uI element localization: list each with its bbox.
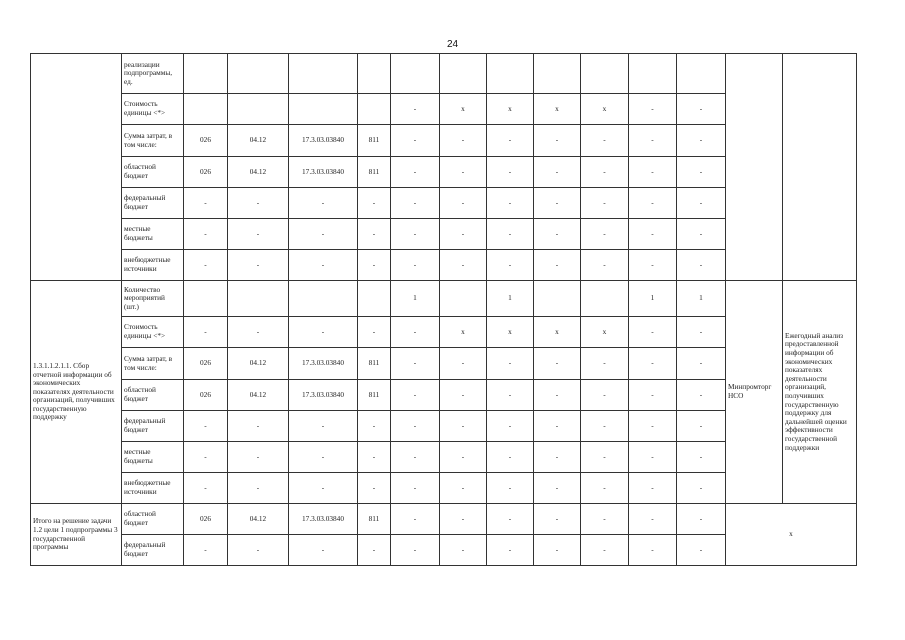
value-cell: - (487, 157, 534, 188)
value-cell: - (391, 125, 440, 157)
value-cell: - (391, 380, 440, 411)
value-cell: - (358, 219, 391, 250)
value-cell: x (534, 317, 581, 348)
value-cell: 1 (629, 281, 677, 317)
value-cell: - (358, 250, 391, 281)
value-cell: - (391, 250, 440, 281)
value-cell: - (184, 188, 228, 219)
value-cell: - (289, 442, 358, 473)
value-cell: - (289, 473, 358, 504)
value-cell: 04.12 (228, 504, 289, 535)
value-cell: - (440, 188, 487, 219)
value-cell: - (358, 411, 391, 442)
value-cell: 04.12 (228, 348, 289, 380)
value-cell: - (391, 442, 440, 473)
value-cell: - (534, 348, 581, 380)
value-cell: 04.12 (228, 380, 289, 411)
value-cell: - (228, 442, 289, 473)
value-cell: - (534, 250, 581, 281)
value-cell: - (228, 535, 289, 566)
item-cell: 1.3.1.1.2.1.1. Сбор отчетной информации об экономических показателях деятельности организаций, получивших государственную поддержку (31, 281, 122, 504)
value-cell: 811 (358, 125, 391, 157)
value-cell: - (487, 250, 534, 281)
value-cell (184, 54, 228, 94)
indicator-cell: Сумма затрат, в том числе: (122, 348, 184, 380)
value-cell: 04.12 (228, 125, 289, 157)
item-cell: Итого на решение задачи 1.2 цели 1 подпрограммы 3 государственной программы (31, 504, 122, 566)
value-cell: - (677, 157, 726, 188)
value-cell: 026 (184, 380, 228, 411)
value-cell: - (534, 125, 581, 157)
value-cell (358, 54, 391, 94)
value-cell: - (677, 473, 726, 504)
value-cell (581, 281, 629, 317)
value-cell: - (440, 157, 487, 188)
value-cell: - (184, 442, 228, 473)
result-cell (783, 54, 857, 281)
value-cell: - (534, 411, 581, 442)
value-cell: - (440, 219, 487, 250)
value-cell: - (534, 442, 581, 473)
value-cell (534, 54, 581, 94)
value-cell: - (184, 411, 228, 442)
value-cell: - (228, 188, 289, 219)
table-body (31, 54, 857, 566)
value-cell: x (487, 317, 534, 348)
value-cell: - (629, 219, 677, 250)
indicator-cell: Стоимость единицы <*> (122, 317, 184, 348)
value-cell: - (677, 219, 726, 250)
value-cell: - (629, 504, 677, 535)
value-cell: - (440, 380, 487, 411)
value-cell: - (440, 504, 487, 535)
value-cell: - (629, 411, 677, 442)
value-cell: - (487, 188, 534, 219)
table-row (31, 504, 857, 535)
value-cell: - (358, 188, 391, 219)
indicator-cell: внебюджетные источники (122, 250, 184, 281)
value-cell: - (440, 348, 487, 380)
value-cell: 811 (358, 157, 391, 188)
value-cell: - (487, 535, 534, 566)
value-cell: - (581, 348, 629, 380)
executor-result-cell: x (726, 504, 857, 566)
value-cell: - (581, 411, 629, 442)
value-cell: - (534, 219, 581, 250)
indicator-cell: местные бюджеты (122, 442, 184, 473)
value-cell (581, 54, 629, 94)
indicator-cell: реализации подпрограммы, ед. (122, 54, 184, 94)
executor-cell (726, 54, 783, 281)
value-cell: - (391, 535, 440, 566)
indicator-cell: внебюджетные источники (122, 473, 184, 504)
value-cell: - (677, 125, 726, 157)
value-cell: 026 (184, 504, 228, 535)
value-cell: 811 (358, 380, 391, 411)
value-cell: - (487, 504, 534, 535)
value-cell: - (228, 317, 289, 348)
value-cell: - (534, 473, 581, 504)
value-cell (228, 54, 289, 94)
indicator-cell: Сумма затрат, в том числе: (122, 125, 184, 157)
value-cell: - (184, 219, 228, 250)
indicator-cell: областной бюджет (122, 380, 184, 411)
value-cell: x (487, 94, 534, 125)
indicator-cell: областной бюджет (122, 504, 184, 535)
value-cell: - (677, 94, 726, 125)
value-cell: - (677, 188, 726, 219)
value-cell (677, 54, 726, 94)
budget-table (30, 53, 857, 566)
value-cell: 1 (677, 281, 726, 317)
value-cell: - (629, 188, 677, 219)
value-cell: 1 (391, 281, 440, 317)
value-cell: - (629, 250, 677, 281)
value-cell: - (289, 411, 358, 442)
value-cell: - (677, 504, 726, 535)
value-cell: 811 (358, 504, 391, 535)
value-cell: 811 (358, 348, 391, 380)
value-cell: - (581, 188, 629, 219)
value-cell: - (391, 411, 440, 442)
value-cell: - (358, 473, 391, 504)
value-cell: - (289, 250, 358, 281)
value-cell (487, 54, 534, 94)
indicator-cell: Количество мероприятий (шт.) (122, 281, 184, 317)
value-cell: - (289, 188, 358, 219)
value-cell: - (487, 219, 534, 250)
value-cell (228, 281, 289, 317)
value-cell: - (289, 535, 358, 566)
indicator-cell: местные бюджеты (122, 219, 184, 250)
value-cell: - (629, 94, 677, 125)
value-cell (228, 94, 289, 125)
value-cell: 026 (184, 157, 228, 188)
value-cell: - (487, 380, 534, 411)
value-cell: - (440, 473, 487, 504)
value-cell: - (677, 250, 726, 281)
value-cell: - (487, 411, 534, 442)
value-cell: - (629, 473, 677, 504)
value-cell: - (391, 188, 440, 219)
value-cell: - (440, 535, 487, 566)
value-cell (358, 94, 391, 125)
value-cell: - (677, 442, 726, 473)
indicator-cell: федеральный бюджет (122, 188, 184, 219)
indicator-cell: федеральный бюджет (122, 535, 184, 566)
value-cell (289, 94, 358, 125)
value-cell: - (391, 348, 440, 380)
value-cell: - (228, 250, 289, 281)
value-cell: - (629, 348, 677, 380)
value-cell: 17.3.03.03840 (289, 504, 358, 535)
value-cell: - (629, 380, 677, 411)
value-cell: x (581, 317, 629, 348)
value-cell: 17.3.03.03840 (289, 348, 358, 380)
value-cell: - (629, 125, 677, 157)
value-cell: 17.3.03.03840 (289, 125, 358, 157)
value-cell: - (581, 473, 629, 504)
value-cell: - (534, 504, 581, 535)
value-cell (391, 54, 440, 94)
value-cell: - (184, 250, 228, 281)
value-cell: - (629, 535, 677, 566)
value-cell (358, 281, 391, 317)
value-cell: - (184, 535, 228, 566)
value-cell: - (581, 157, 629, 188)
value-cell: - (440, 250, 487, 281)
value-cell: - (391, 317, 440, 348)
value-cell (289, 54, 358, 94)
value-cell: - (581, 442, 629, 473)
value-cell: x (581, 94, 629, 125)
value-cell: - (581, 125, 629, 157)
value-cell: - (629, 157, 677, 188)
value-cell: - (228, 473, 289, 504)
item-cell (31, 54, 122, 281)
indicator-cell: Стоимость единицы <*> (122, 94, 184, 125)
value-cell: - (391, 473, 440, 504)
value-cell: - (534, 535, 581, 566)
result-cell: Ежегодный анализ предоставленной информации об экономических показателях деятельности организаций, получивших государственную поддержку для дальнейшей оценки эффективности государственной поддержки (783, 281, 857, 504)
value-cell: - (184, 473, 228, 504)
indicator-cell: федеральный бюджет (122, 411, 184, 442)
value-cell: - (184, 317, 228, 348)
page-number: 24 (446, 39, 459, 50)
value-cell: 026 (184, 125, 228, 157)
value-cell: x (440, 94, 487, 125)
value-cell (184, 281, 228, 317)
value-cell: - (487, 442, 534, 473)
value-cell: - (358, 535, 391, 566)
table-row (31, 281, 857, 317)
value-cell: - (581, 504, 629, 535)
value-cell: - (677, 348, 726, 380)
value-cell: - (487, 125, 534, 157)
value-cell: - (581, 535, 629, 566)
value-cell: - (677, 380, 726, 411)
value-cell: - (534, 380, 581, 411)
value-cell: - (534, 157, 581, 188)
value-cell: 1 (487, 281, 534, 317)
value-cell: - (440, 411, 487, 442)
value-cell (289, 281, 358, 317)
value-cell: - (581, 219, 629, 250)
value-cell: - (487, 473, 534, 504)
value-cell: - (358, 317, 391, 348)
value-cell: - (358, 442, 391, 473)
value-cell: - (677, 317, 726, 348)
value-cell: 04.12 (228, 157, 289, 188)
value-cell: x (440, 317, 487, 348)
value-cell (629, 54, 677, 94)
value-cell: x (534, 94, 581, 125)
value-cell: - (391, 504, 440, 535)
value-cell: 026 (184, 348, 228, 380)
value-cell: - (581, 380, 629, 411)
value-cell: - (629, 442, 677, 473)
indicator-cell: областной бюджет (122, 157, 184, 188)
value-cell: - (629, 317, 677, 348)
value-cell (184, 94, 228, 125)
value-cell: - (228, 411, 289, 442)
value-cell (534, 281, 581, 317)
value-cell: - (391, 94, 440, 125)
value-cell: - (440, 442, 487, 473)
table-row (31, 54, 857, 94)
value-cell: - (391, 219, 440, 250)
value-cell (440, 281, 487, 317)
value-cell (440, 54, 487, 94)
executor-cell: Минпромторг НСО (726, 281, 783, 504)
value-cell: - (487, 348, 534, 380)
value-cell: - (391, 157, 440, 188)
value-cell: - (677, 535, 726, 566)
value-cell: - (289, 317, 358, 348)
value-cell: - (581, 250, 629, 281)
value-cell: - (534, 188, 581, 219)
value-cell: - (289, 219, 358, 250)
value-cell: 17.3.03.03840 (289, 157, 358, 188)
value-cell: - (228, 219, 289, 250)
value-cell: - (440, 125, 487, 157)
value-cell: 17.3.03.03840 (289, 380, 358, 411)
value-cell: - (677, 411, 726, 442)
